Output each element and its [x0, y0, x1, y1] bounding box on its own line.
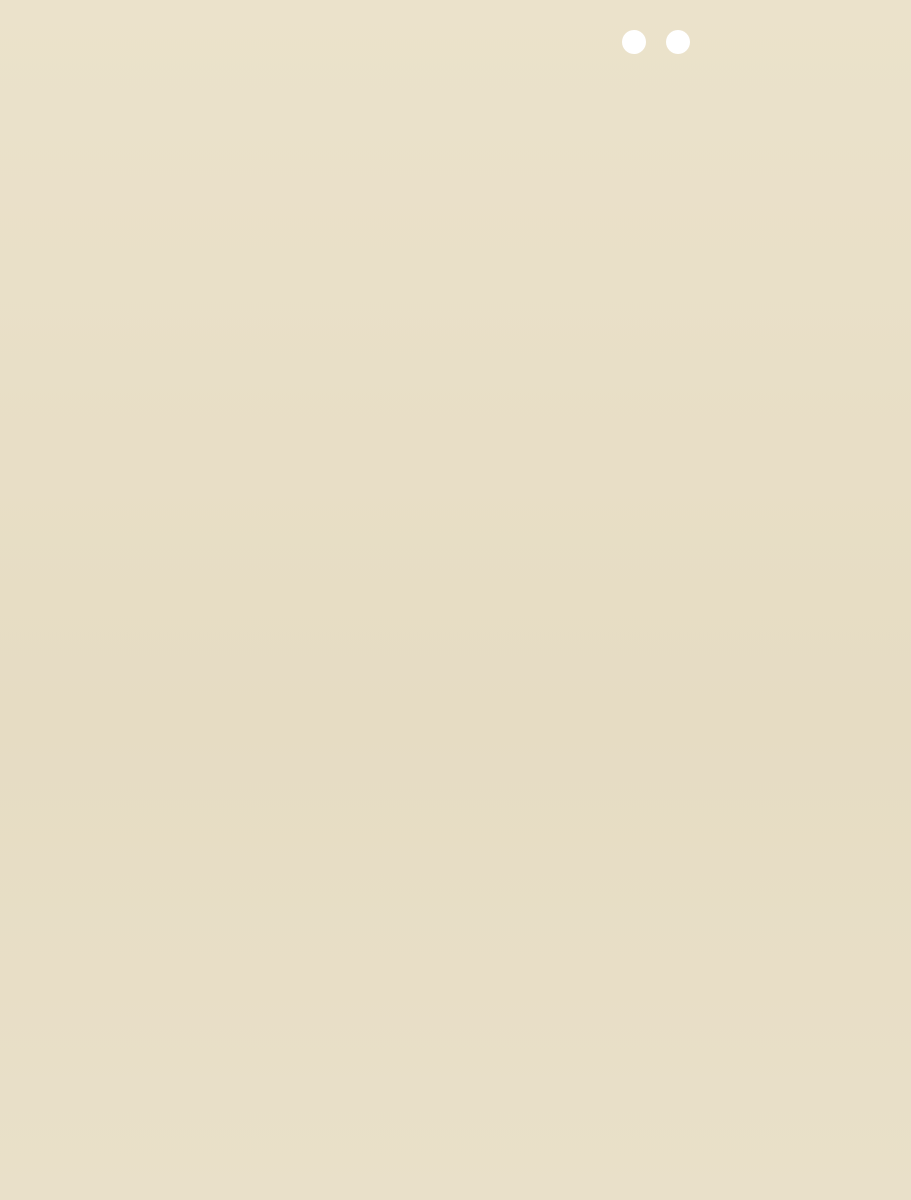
punch-hole-right — [666, 30, 690, 54]
punch-hole-left — [622, 30, 646, 54]
